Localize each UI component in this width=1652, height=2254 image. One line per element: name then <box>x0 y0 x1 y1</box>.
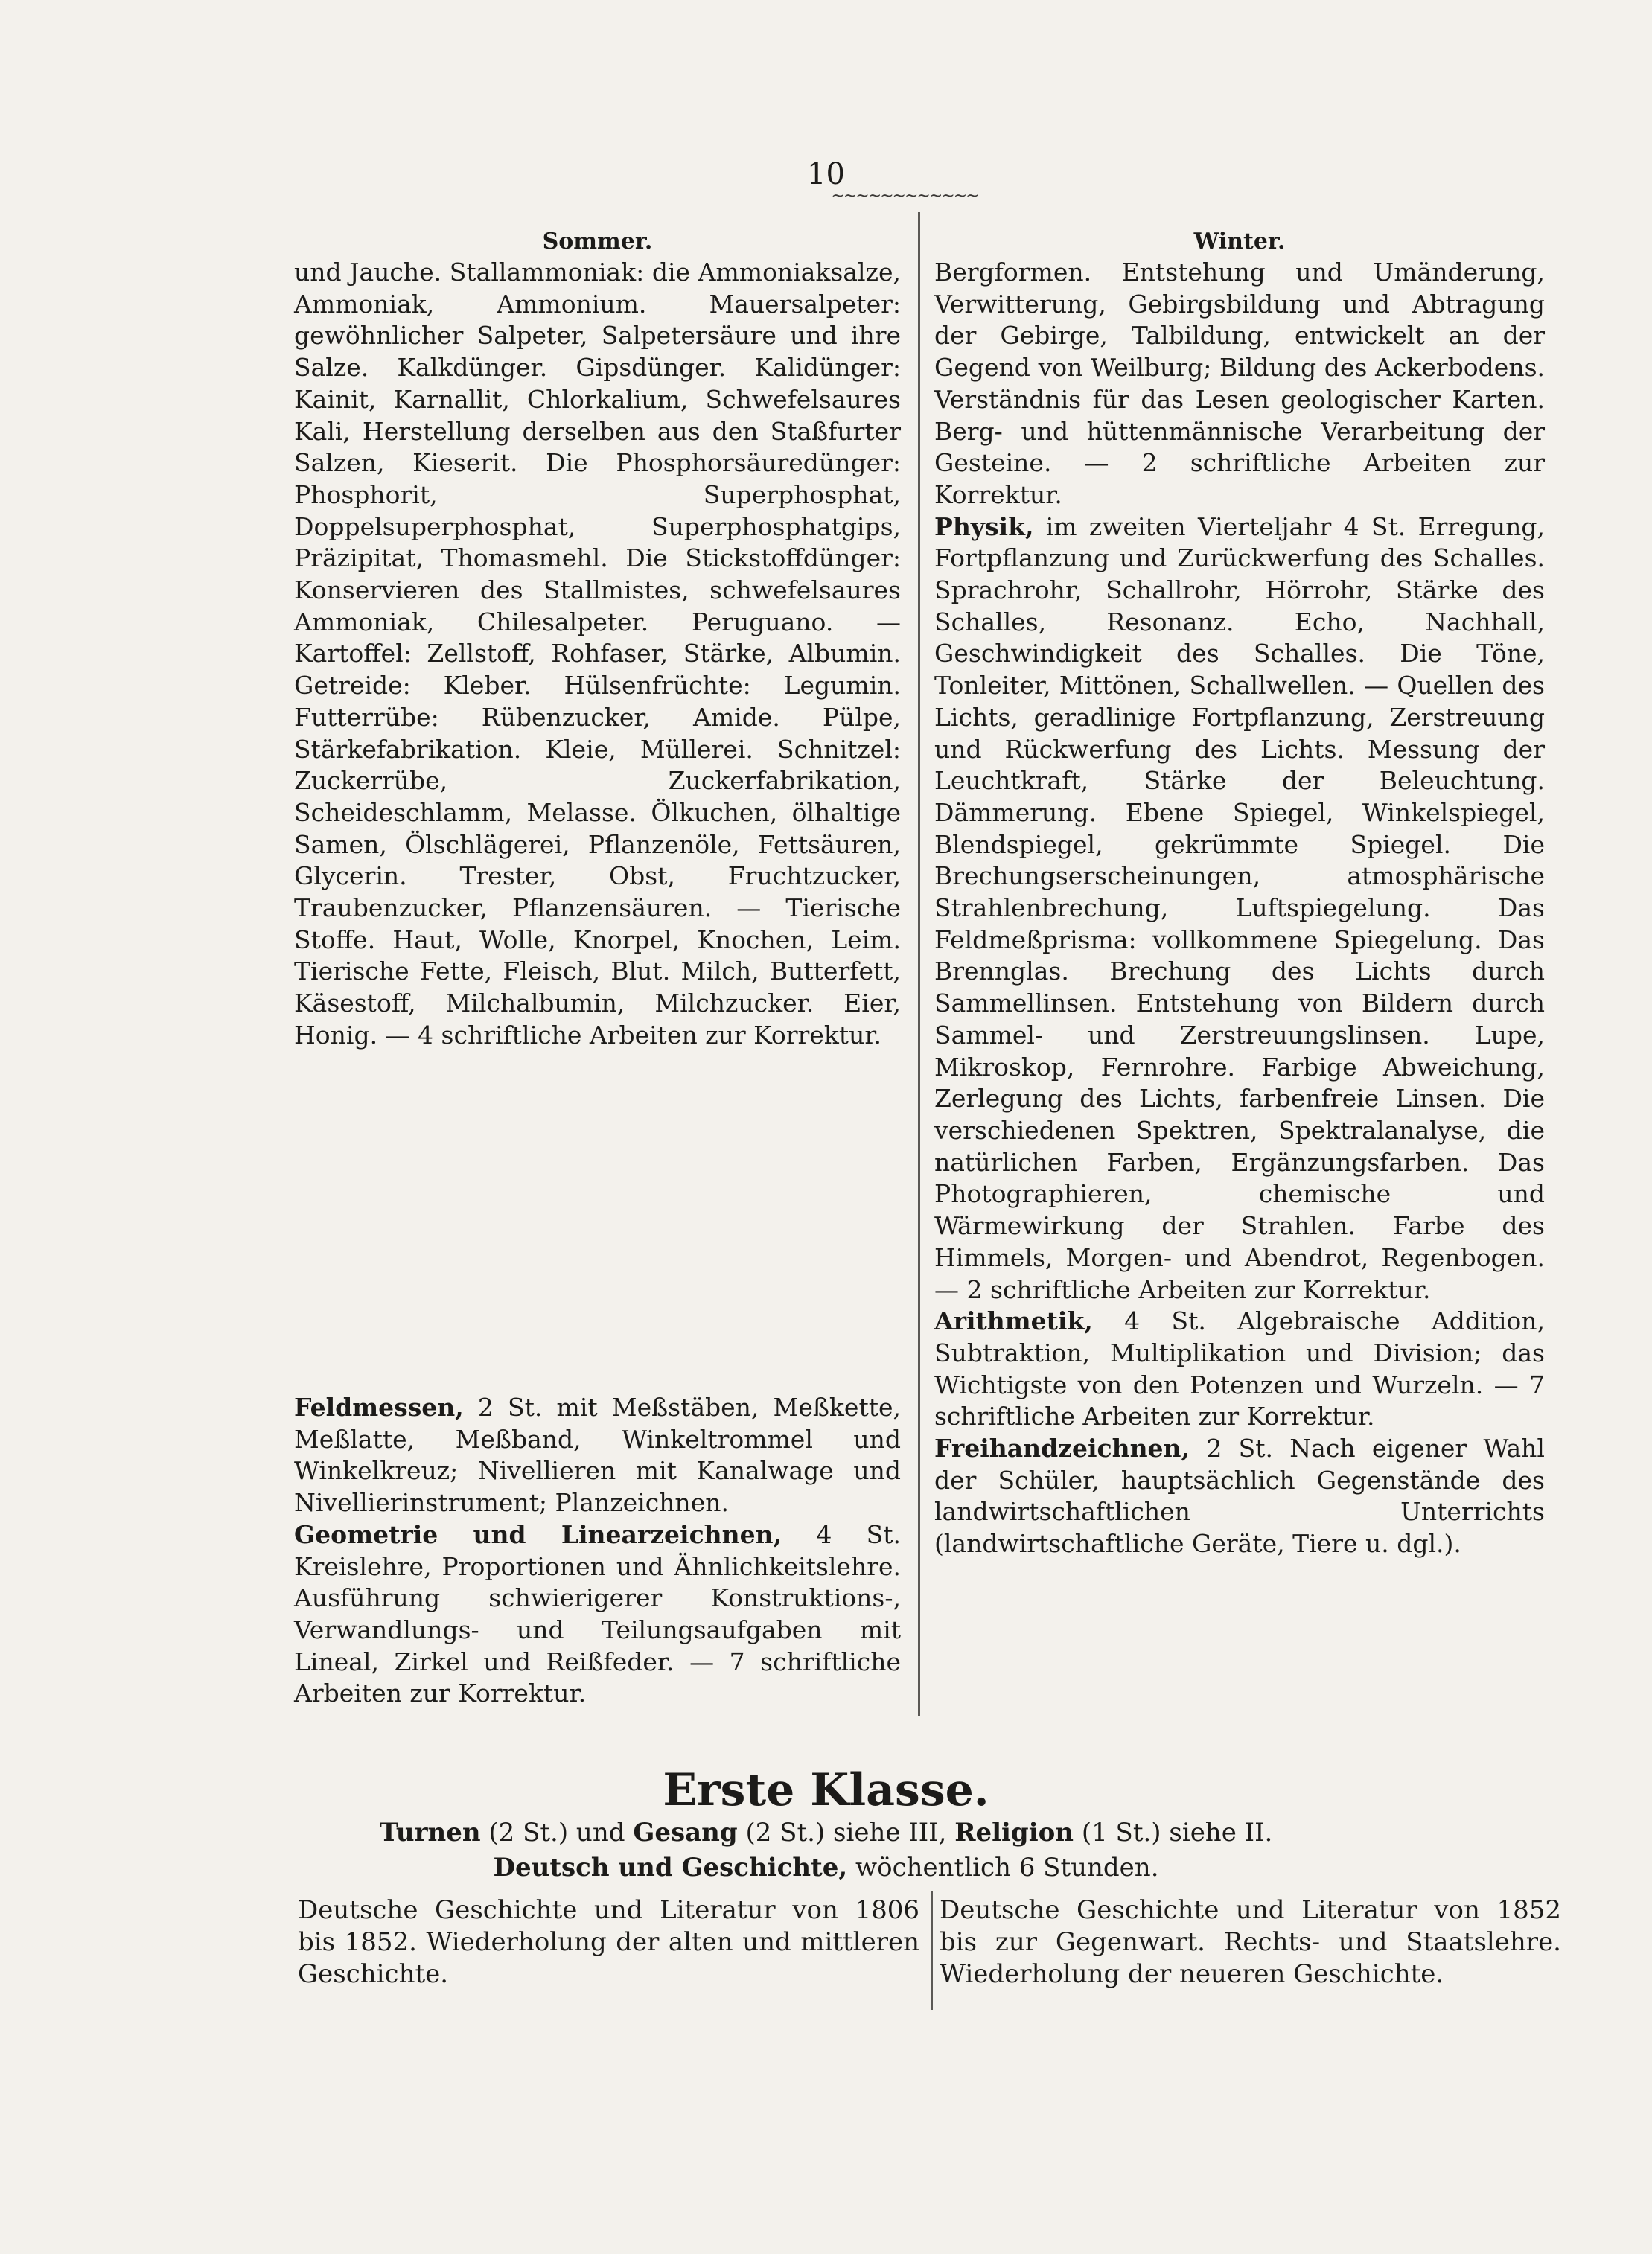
turnen-label: Turnen <box>379 1818 481 1848</box>
turnen-gesang-religion-line <box>0 1816 1652 1849</box>
geometrie-title: Geometrie und Linearzeichnen, <box>294 1519 782 1549</box>
section-title-erste-klasse: Erste Klasse. <box>663 1764 989 1816</box>
geometrie-text: 4 St. Kreislehre, Proportionen und Ähnlichkeitslehre. Ausführung schwierigerer Konstruktions-, Verwandlungs- und Teilungsaufgaben mit Lineal, Zirkel und Reißfeder. — 7 schriftliche Arbeiten zur Korrektur. <box>294 1519 901 1708</box>
column-divider-bottom <box>931 1891 933 2010</box>
winter-text: Bergformen. Entstehung und Umänderung, Verwitterung, Gebirgsbildung und Abtragung der Gebirge, Talbildung, entwickelt an der Gegend von Weilburg; Bildung des Ackerbodens. Verständnis für das Lesen geologischer Karten. Berg- und hüttenmännische Verarbeitung der Gesteine. — 2 schriftliche Arbeiten zur Korrektur. <box>934 258 1545 509</box>
deutsch-geschichte-line <box>0 1851 1652 1884</box>
summer-text: und Jauche. Stallammoniak: die Ammoniaksalze, Ammoniak, Ammonium. Mauersalpeter: gewöhnlicher Salpeter, Salpetersäure und ihre Salze. Kalkdünger. Gipsdünger. Kalidünger: Kainit, Karnallit, Chlorkalium, Schwefelsaures Kali, Herstellung derselben aus den Staßfurter Salzen, Kieserit. Die Phosphorsäuredünger: Phosphorit, Superphosphat, Doppelsuperphosphat, Superphosphatgips, Präzipitat, Thomasmehl. Die Stickstoffdünger: Konservieren des Stallmistes, schwefelsaures Ammoniak, Chilesalpeter. Peruguano. — Kartoffel: Zellstoff, Rohfaser, Stärke, Albumin. Getreide: Kleber. Hülsenfrüchte: Legumin. Futterrübe: Rübenzucker, Amide. Pülpe, Stärkefabrikation. Kleie, Müllerei. Schnitzel: Zuckerrübe, Zuckerfabrikation, Scheideschlamm, Melasse. Ölkuchen, ölhaltige Samen, Ölschlägerei, Pflanzenöle, Fettsäuren, Glycerin. Trester, Obst, Fruchtzucker, Traubenzucker, Pflanzensäuren. — Tierische Stoffe. Haut, Wolle, Knorpel, Knochen, Leim. Tierische Fette, Fleisch, Blut. Milch, Butterfett, Käsestoff, Milchalbumin, Milchzucker. Eier, Honig. — 4 schriftliche Arbeiten zur Korrektur. <box>294 258 901 1050</box>
turnen-hours: (2 St.) und <box>488 1818 625 1848</box>
geometrie-paragraph <box>294 1519 901 1710</box>
freihand-title: Freihandzeichnen, <box>934 1434 1190 1463</box>
physik-title: Physik, <box>934 511 1034 541</box>
column-divider <box>918 212 920 1716</box>
season-heading-summer: Sommer. <box>542 229 653 255</box>
arithmetik-paragraph <box>934 1306 1545 1433</box>
erste-klasse-left-text: Deutsche Geschichte und Literatur von 1806 bis 1852. Wiederholung der alten und mittleren Geschichte. <box>298 1895 919 1989</box>
arithmetik-text: 4 St. Algebraische Addition, Subtraktion, Multiplikation und Division; das Wichtigste von den Potenzen und Wurzeln. — 7 schriftliche Arbeiten zur Korrektur. <box>934 1306 1545 1431</box>
right-column-winter <box>934 227 1545 1560</box>
gesang-label: Gesang <box>633 1818 738 1848</box>
feldmessen-text: 2 St. mit Meßstäben, Meßkette, Meßlatte, Meßband, Winkeltrommel und Winkelkreuz; Nivellieren mit Kanalwage und Nivellierinstrument; Planzeichnen. <box>294 1393 901 1518</box>
physik-text: im zweiten Vierteljahr 4 St. Erregung, Fortpflanzung und Zurückwerfung des Schalles. Sprachrohr, Schallrohr, Hörrohr, Stärke des Schalles, Resonanz. Echo, Nachhall, Geschwindigkeit des Schalles. Die Töne, Tonleiter, Mittönen, Schallwellen. — Quellen des Lichts, geradlinige Fortpflanzung, Zerstreuung und Rückwerfung des Lichts. Messung der Leuchtkraft, Stärke der Beleuchtung. Dämmerung. Ebene Spiegel, Winkelspiegel, Blendspiegel, gekrümmte Spiegel. Die Brechungserscheinungen, atmosphärische Strahlenbrechung, Luftspiegelung. Das Feldmeßprisma: vollkommene Spiegelung. Das Brennglas. Brechung des Lichts durch Sammellinsen. Entstehung von Bildern durch Sammel- und Zerstreuungslinsen. Lupe, Mikroskop, Fernrohre. Farbige Abweichung, Zerlegung des Lichts, farbenfreie Linsen. Die verschiedenen Spektren, Spektralanalyse, die natürlichen Farben, Ergänzungsfarben. Das Photographieren, chemische und Wärmewirkung der Strahlen. Farbe des Himmels, Morgen- und Abendrot, Regenbogen. — 2 schriftliche Arbeiten zur Korrektur. <box>934 511 1545 1304</box>
religion-label: Religion <box>954 1818 1074 1848</box>
left-column-summer <box>294 227 901 1052</box>
ornament-rule: ~~~~~~~~~~~~ <box>831 187 978 205</box>
feldmessen-paragraph <box>294 1392 901 1519</box>
freihand-text: 2 St. Nach eigener Wahl der Schüler, hauptsächlich Gegenstände des landwirtschaftlichen Unterrichts (landwirtschaftliche Geräte, Tiere u. dgl.). <box>934 1434 1545 1559</box>
physik-paragraph <box>934 511 1545 1306</box>
erste-klasse-right-text: Deutsche Geschichte und Literatur von 1852 bis zur Gegenwart. Rechts- und Staatslehre. Wiederholung der neueren Geschichte. <box>940 1895 1561 1989</box>
religion-hours: (1 St.) siehe II. <box>1081 1818 1273 1848</box>
feldmessen-title: Feldmessen, <box>294 1393 464 1422</box>
gesang-hours: (2 St.) siehe III, <box>745 1818 947 1848</box>
arithmetik-title: Arithmetik, <box>934 1306 1093 1336</box>
deutsch-geschichte-label: Deutsch und Geschichte, <box>493 1853 848 1883</box>
deutsch-geschichte-hours: wöchentlich 6 Stunden. <box>855 1853 1159 1883</box>
left-column-lower <box>294 1392 901 1710</box>
freihand-paragraph <box>934 1433 1545 1560</box>
season-heading-winter: Winter. <box>1193 229 1286 255</box>
page-number: 10 <box>807 157 845 191</box>
